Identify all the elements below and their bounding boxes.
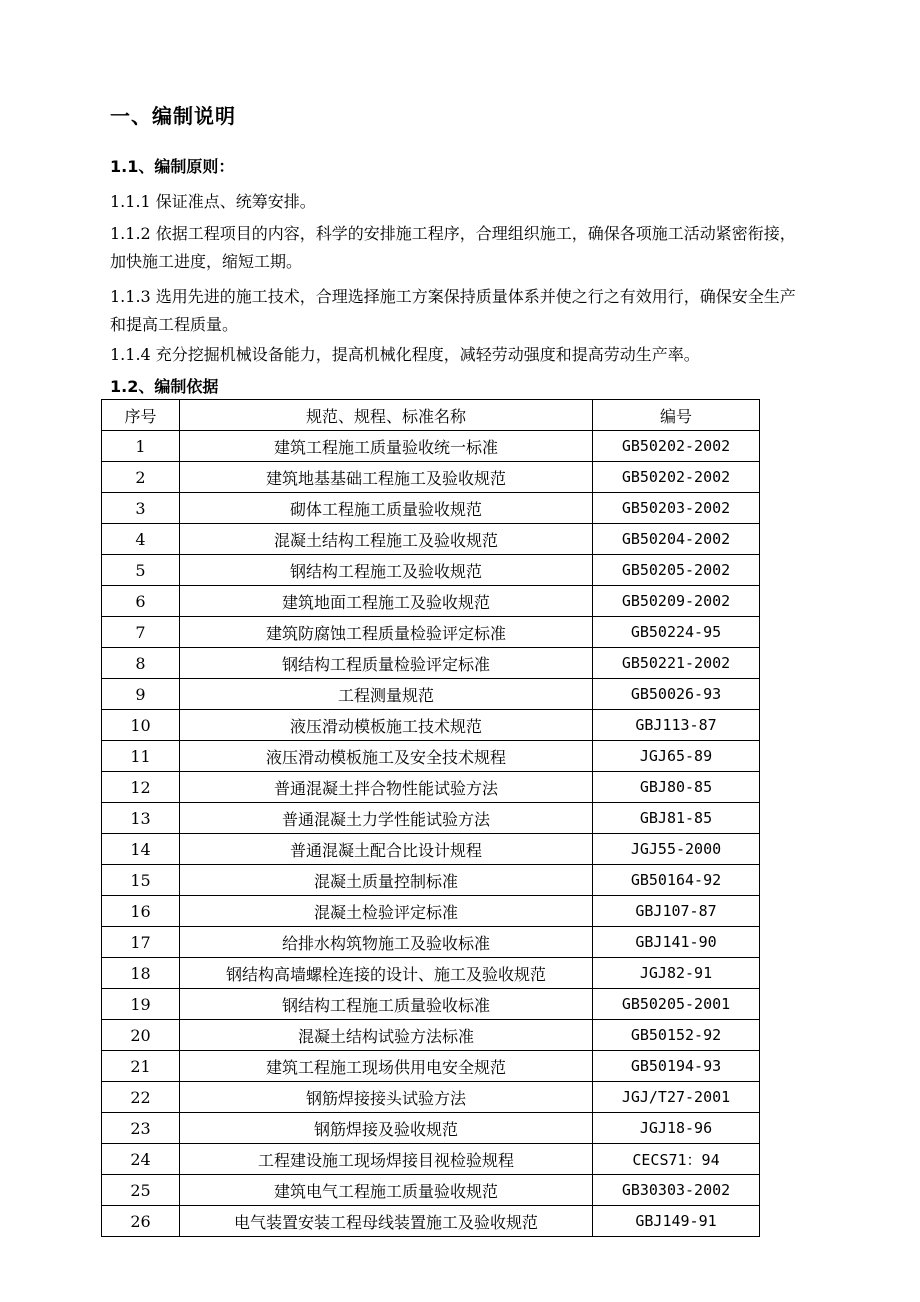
principle-item-4: 1.1.4 充分挖掘机械设备能力，提高机械化程度，减轻劳动强度和提高劳动生产率。: [110, 345, 700, 364]
row-standard-code: CECS71：94: [593, 1144, 760, 1175]
row-index: 12: [102, 772, 180, 803]
table-header-row: [102, 400, 760, 431]
table-row: [102, 741, 760, 772]
row-standard-code: JGJ/T27-2001: [593, 1082, 760, 1113]
table-row: [102, 1206, 760, 1237]
row-standard-name: 建筑防腐蚀工程质量检验评定标准: [180, 617, 593, 648]
principle-item-1: 1.1.1 保证准点、统筹安排。: [110, 192, 316, 211]
table-row: [102, 1082, 760, 1113]
table-row: [102, 617, 760, 648]
row-standard-name: 钢筋焊接接头试验方法: [180, 1082, 593, 1113]
row-standard-name: 建筑工程施工质量验收统一标准: [180, 431, 593, 462]
row-standard-code: JGJ65-89: [593, 741, 760, 772]
table-row: [102, 710, 760, 741]
table-row: [102, 1113, 760, 1144]
row-index: 3: [102, 493, 180, 524]
table-row: [102, 586, 760, 617]
row-index: 11: [102, 741, 180, 772]
row-index: 4: [102, 524, 180, 555]
row-index: 10: [102, 710, 180, 741]
row-standard-name: 建筑电气工程施工质量验收规范: [180, 1175, 593, 1206]
table-row: [102, 1175, 760, 1206]
row-standard-name: 混凝土质量控制标准: [180, 865, 593, 896]
row-standard-name: 建筑地面工程施工及验收规范: [180, 586, 593, 617]
row-standard-code: GBJ149-91: [593, 1206, 760, 1237]
row-standard-code: GBJ80-85: [593, 772, 760, 803]
row-index: 5: [102, 555, 180, 586]
row-standard-name: 混凝土检验评定标准: [180, 896, 593, 927]
row-index: 16: [102, 896, 180, 927]
row-index: 14: [102, 834, 180, 865]
row-standard-code: GBJ107-87: [593, 896, 760, 927]
row-standard-name: 普通混凝土力学性能试验方法: [180, 803, 593, 834]
row-standard-name: 钢结构工程质量检验评定标准: [180, 648, 593, 679]
row-index: 18: [102, 958, 180, 989]
row-standard-code: GB50152-92: [593, 1020, 760, 1051]
row-standard-name: 钢结构工程施工质量验收标准: [180, 989, 593, 1020]
section-title: 一、编制说明: [110, 104, 236, 128]
table-row: [102, 679, 760, 710]
row-standard-code: JGJ18-96: [593, 1113, 760, 1144]
principle-item-2: 1.1.2 依据工程项目的内容，科学的安排施工程序，合理组织施工，确保各项施工活动紧密衔接，加快施工进度，缩短工期。: [110, 224, 796, 271]
row-standard-name: 钢结构工程施工及验收规范: [180, 555, 593, 586]
table-row: [102, 896, 760, 927]
row-standard-name: 钢筋焊接及验收规范: [180, 1113, 593, 1144]
column-header-code: 编号: [593, 400, 760, 431]
table-row: [102, 927, 760, 958]
row-index: 25: [102, 1175, 180, 1206]
row-standard-code: GB50194-93: [593, 1051, 760, 1082]
row-index: 8: [102, 648, 180, 679]
row-standard-name: 钢结构高墙螺栓连接的设计、施工及验收规范: [180, 958, 593, 989]
row-index: 20: [102, 1020, 180, 1051]
row-standard-code: GB50202-2002: [593, 431, 760, 462]
row-standard-code: GB50164-92: [593, 865, 760, 896]
row-standard-code: GB30303-2002: [593, 1175, 760, 1206]
row-standard-name: 混凝土结构试验方法标准: [180, 1020, 593, 1051]
table-row: [102, 1051, 760, 1082]
row-standard-code: GB50205-2001: [593, 989, 760, 1020]
row-index: 24: [102, 1144, 180, 1175]
row-index: 26: [102, 1206, 180, 1237]
row-standard-name: 建筑地基基础工程施工及验收规范: [180, 462, 593, 493]
row-standard-code: GB50224-95: [593, 617, 760, 648]
row-index: 7: [102, 617, 180, 648]
row-standard-code: GB50204-2002: [593, 524, 760, 555]
row-standard-code: GB50203-2002: [593, 493, 760, 524]
table-row: [102, 431, 760, 462]
row-standard-code: GB50221-2002: [593, 648, 760, 679]
row-index: 15: [102, 865, 180, 896]
row-index: 9: [102, 679, 180, 710]
column-header-index: 序号: [102, 400, 180, 431]
row-index: 21: [102, 1051, 180, 1082]
row-index: 19: [102, 989, 180, 1020]
row-index: 6: [102, 586, 180, 617]
table-row: [102, 803, 760, 834]
principles-heading: 1.1、编制原则：: [110, 157, 235, 176]
table-row: [102, 865, 760, 896]
row-index: 13: [102, 803, 180, 834]
row-standard-name: 液压滑动模板施工技术规范: [180, 710, 593, 741]
table-row: [102, 462, 760, 493]
row-standard-name: 普通混凝土配合比设计规程: [180, 834, 593, 865]
row-index: 2: [102, 462, 180, 493]
table-row: [102, 648, 760, 679]
table-row: [102, 493, 760, 524]
row-standard-name: 工程测量规范: [180, 679, 593, 710]
column-header-name: 规范、规程、标准名称: [180, 400, 593, 431]
standards-table: [101, 399, 760, 1237]
table-row: [102, 834, 760, 865]
row-standard-code: GBJ113-87: [593, 710, 760, 741]
row-standard-name: 混凝土结构工程施工及验收规范: [180, 524, 593, 555]
table-row: [102, 989, 760, 1020]
table-row: [102, 555, 760, 586]
row-index: 23: [102, 1113, 180, 1144]
row-standard-code: GB50026-93: [593, 679, 760, 710]
table-row: [102, 524, 760, 555]
row-standard-code: GB50202-2002: [593, 462, 760, 493]
row-standard-name: 工程建设施工现场焊接目视检验规程: [180, 1144, 593, 1175]
row-standard-code: JGJ55-2000: [593, 834, 760, 865]
row-index: 17: [102, 927, 180, 958]
table-row: [102, 1020, 760, 1051]
row-standard-name: 普通混凝土拌合物性能试验方法: [180, 772, 593, 803]
row-standard-code: GB50205-2002: [593, 555, 760, 586]
principle-item-3: 1.1.3 选用先进的施工技术，合理选择施工方案保持质量体系并使之行之有效用行，确保安全生产和提高工程质量。: [110, 287, 796, 334]
basis-heading: 1.2、编制依据: [110, 377, 219, 396]
table-row: [102, 958, 760, 989]
row-standard-code: JGJ82-91: [593, 958, 760, 989]
row-standard-name: 液压滑动模板施工及安全技术规程: [180, 741, 593, 772]
row-standard-name: 砌体工程施工质量验收规范: [180, 493, 593, 524]
row-index: 22: [102, 1082, 180, 1113]
row-index: 1: [102, 431, 180, 462]
row-standard-code: GBJ81-85: [593, 803, 760, 834]
row-standard-name: 电气装置安装工程母线装置施工及验收规范: [180, 1206, 593, 1237]
row-standard-code: GBJ141-90: [593, 927, 760, 958]
row-standard-name: 给排水构筑物施工及验收标准: [180, 927, 593, 958]
table-row: [102, 772, 760, 803]
row-standard-name: 建筑工程施工现场供用电安全规范: [180, 1051, 593, 1082]
table-row: [102, 1144, 760, 1175]
row-standard-code: GB50209-2002: [593, 586, 760, 617]
table-body: [102, 431, 760, 1237]
